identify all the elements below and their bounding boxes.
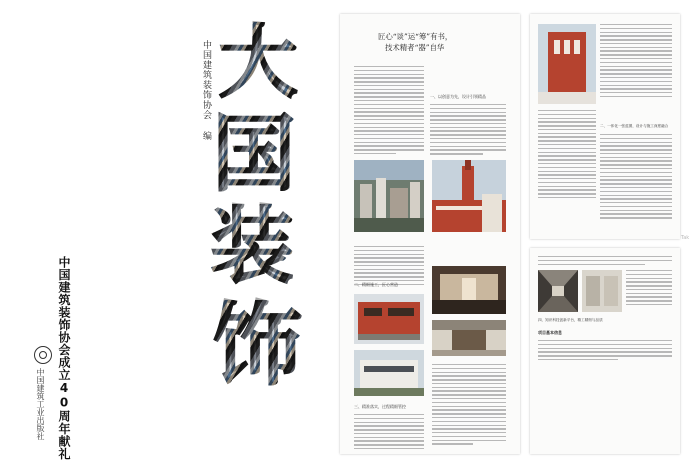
- book-cover: [0, 0, 320, 466]
- cover-char-2: 国: [212, 104, 297, 203]
- article-title-line-1: 匠心“谈”运“筹”有书，: [378, 32, 453, 41]
- right-bottom-top-text: [538, 256, 672, 265]
- right-bottom-col-text: [626, 270, 672, 305]
- cover-subtitle: 中国建筑装饰协会成立40周年献礼: [57, 256, 71, 460]
- right-top-col-2: [538, 110, 596, 198]
- photo-corridor: [538, 270, 578, 312]
- publisher-seal-icon: [34, 346, 52, 364]
- project-info-text: [538, 340, 672, 360]
- cover-char-3: 装: [210, 196, 295, 295]
- photo-lobby: [432, 320, 506, 356]
- spread-page-left: [340, 14, 520, 454]
- section-heading-2: 二、精细施工，匠心营造: [354, 282, 398, 287]
- photo-campus-aerial: [354, 160, 424, 232]
- photo-red-facade: [538, 24, 596, 104]
- bottom-left-text: [354, 414, 424, 449]
- right-top-col-3: [600, 134, 672, 219]
- section-heading-1: 一、以创意为先，设计引领精品: [430, 94, 486, 99]
- cover-char-1: 大: [218, 15, 298, 109]
- press-name: 中国建筑工业出版社: [36, 368, 45, 440]
- article-title-line-2: 技术精者“器”自华: [385, 43, 445, 52]
- page-edge-mark: Tak: [681, 235, 690, 241]
- lower-left-text: [354, 246, 424, 285]
- section-heading-4: 二、一体化一张蓝图，设计与施工深度融合: [600, 124, 669, 128]
- right-top-col-1: [600, 24, 672, 97]
- spread-page-right-top: [530, 14, 680, 239]
- section-heading-5: 四、知识科技创新平台，精工精细与品质: [538, 318, 603, 322]
- photo-brick-building: [354, 294, 424, 344]
- bottom-right-text: [432, 364, 506, 445]
- photo-red-tower: [432, 160, 506, 232]
- publisher-label: 中国建筑装饰协会 编: [201, 40, 211, 141]
- section-1-text: [430, 104, 506, 155]
- photo-interior-hall: [432, 266, 506, 314]
- section-heading-3: 三、精准落实，过程精细管控: [354, 404, 406, 409]
- intro-text-block: [354, 66, 424, 154]
- project-info-heading: 项目基本信息: [538, 330, 562, 335]
- photo-white-building: [354, 350, 424, 396]
- spread-page-right-bottom: [530, 248, 680, 454]
- cover-char-4: 饰: [212, 292, 302, 398]
- photo-stone-wall: [582, 270, 622, 312]
